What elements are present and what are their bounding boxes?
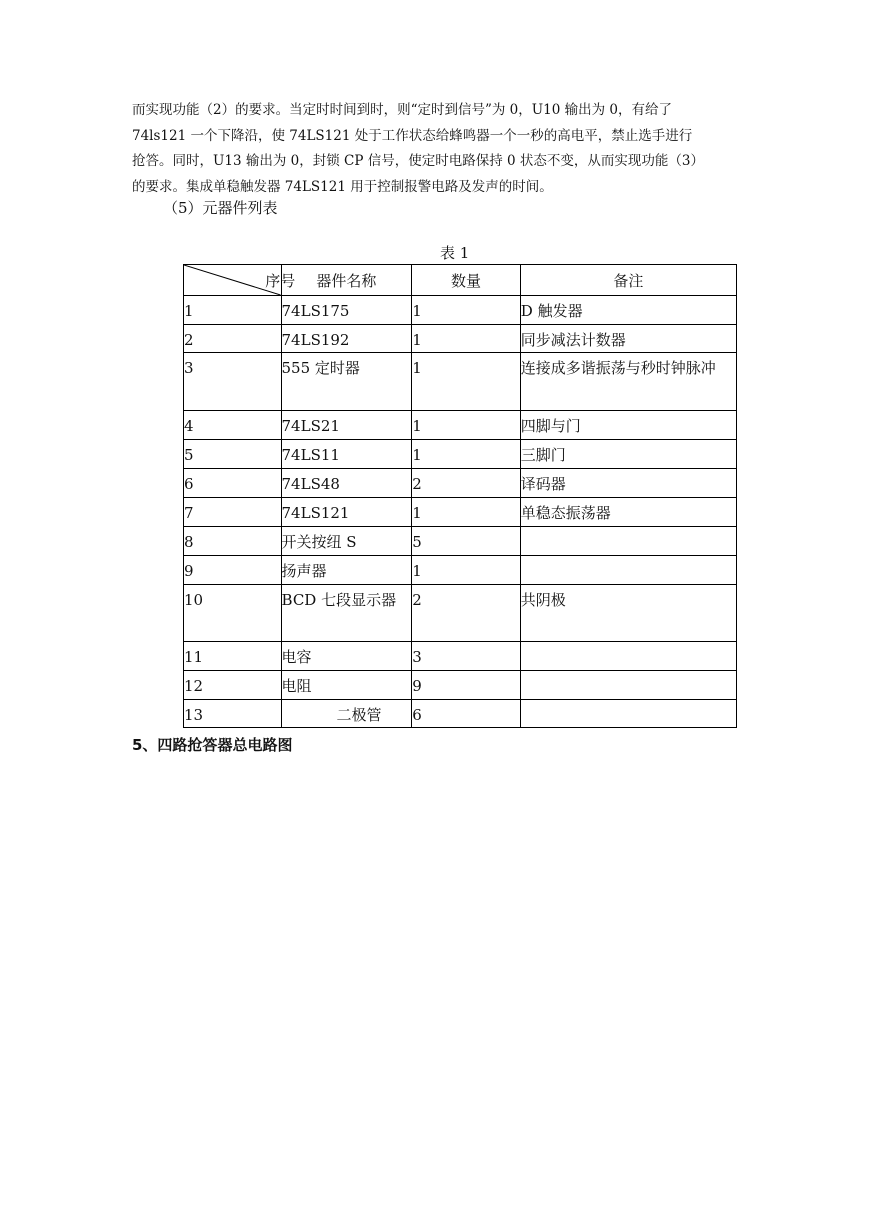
component-table <box>183 264 737 728</box>
cell-note: 同步减法计数器 <box>520 325 736 353</box>
cell-seq: 12 <box>184 671 282 700</box>
cell-note <box>520 527 736 556</box>
cell-note: 连接成多谐振荡与秒时钟脉冲 <box>520 353 736 411</box>
cell-name: 电容 <box>281 642 412 671</box>
paragraph-line: 而实现功能（2）的要求。当定时时间到时，则“定时到信号”为 0，U10 输出为 0，有给了 <box>132 102 672 118</box>
table-header-row <box>184 265 737 296</box>
component-list-heading: （5）元器件列表 <box>163 199 278 217</box>
cell-seq: 1 <box>184 296 282 325</box>
cell-name: 74LS21 <box>281 411 412 440</box>
cell-name: 555 定时器 <box>281 353 412 411</box>
cell-name: 74LS48 <box>281 469 412 498</box>
table-row <box>184 556 737 585</box>
paragraph-line: 的要求。集成单稳触发器 74LS121 用于控制报警电路及发声的时间。 <box>132 178 553 195</box>
cell-seq: 3 <box>184 353 282 411</box>
paragraph-line: 74ls121 一个下降沿，使 74LS121 处于工作状态给蜂鸣器一个一秒的高电平，禁止选手进行 <box>132 127 693 144</box>
cell-note <box>520 556 736 585</box>
table-caption: 表 1 <box>440 244 470 262</box>
cell-seq: 4 <box>184 411 282 440</box>
cell-seq: 11 <box>184 642 282 671</box>
cell-seq: 6 <box>184 469 282 498</box>
table-row <box>184 700 737 728</box>
header-qty: 数量 <box>412 265 521 296</box>
cell-note: 四脚与门 <box>520 411 736 440</box>
cell-seq: 13 <box>184 700 282 728</box>
cell-name: 扬声器 <box>281 556 412 585</box>
cell-name: 二极管 <box>281 700 412 728</box>
table-row <box>184 296 737 325</box>
table-row <box>184 671 737 700</box>
cell-note: 单稳态振荡器 <box>520 498 736 527</box>
body-paragraph <box>132 98 740 200</box>
paragraph-line: 抢答。同时，U13 输出为 0，封锁 CP 信号，使定时电路保持 0 状态不变，从而实现功能（3） <box>132 153 704 169</box>
cell-qty: 1 <box>412 296 521 325</box>
table-row <box>184 411 737 440</box>
cell-name: 74LS11 <box>281 440 412 469</box>
cell-qty: 1 <box>412 353 521 411</box>
cell-qty: 6 <box>412 700 521 728</box>
cell-note <box>520 671 736 700</box>
cell-qty: 1 <box>412 498 521 527</box>
cell-note: D 触发器 <box>520 296 736 325</box>
cell-note: 三脚门 <box>520 440 736 469</box>
table-row <box>184 527 737 556</box>
table-row <box>184 440 737 469</box>
cell-name: 开关按纽 S <box>281 527 412 556</box>
header-seq-label: 序号 <box>265 271 296 290</box>
cell-qty: 9 <box>412 671 521 700</box>
cell-qty: 5 <box>412 527 521 556</box>
table-row <box>184 642 737 671</box>
table-row <box>184 353 737 411</box>
cell-note: 译码器 <box>520 469 736 498</box>
cell-qty: 1 <box>412 556 521 585</box>
cell-qty: 1 <box>412 440 521 469</box>
cell-name: 74LS192 <box>281 325 412 353</box>
cell-name: 电阻 <box>281 671 412 700</box>
table-row <box>184 325 737 353</box>
cell-name: BCD 七段显示器 <box>281 585 412 642</box>
table-row <box>184 469 737 498</box>
table-row <box>184 498 737 527</box>
header-name: 器件名称 <box>281 265 412 296</box>
header-seq <box>184 265 296 296</box>
cell-note <box>520 642 736 671</box>
cell-note: 共阴极 <box>520 585 736 642</box>
header-note: 备注 <box>520 265 736 296</box>
cell-qty: 1 <box>412 325 521 353</box>
table-row <box>184 585 737 642</box>
cell-name: 74LS121 <box>281 498 412 527</box>
cell-qty: 3 <box>412 642 521 671</box>
cell-qty: 2 <box>412 585 521 642</box>
section-title: 5、四路抢答器总电路图 <box>132 736 293 754</box>
cell-seq: 5 <box>184 440 282 469</box>
cell-seq: 9 <box>184 556 282 585</box>
cell-name: 74LS175 <box>281 296 412 325</box>
cell-seq: 10 <box>184 585 282 642</box>
cell-seq: 7 <box>184 498 282 527</box>
cell-seq: 8 <box>184 527 282 556</box>
cell-qty: 1 <box>412 411 521 440</box>
cell-seq: 2 <box>184 325 282 353</box>
cell-note <box>520 700 736 728</box>
cell-qty: 2 <box>412 469 521 498</box>
